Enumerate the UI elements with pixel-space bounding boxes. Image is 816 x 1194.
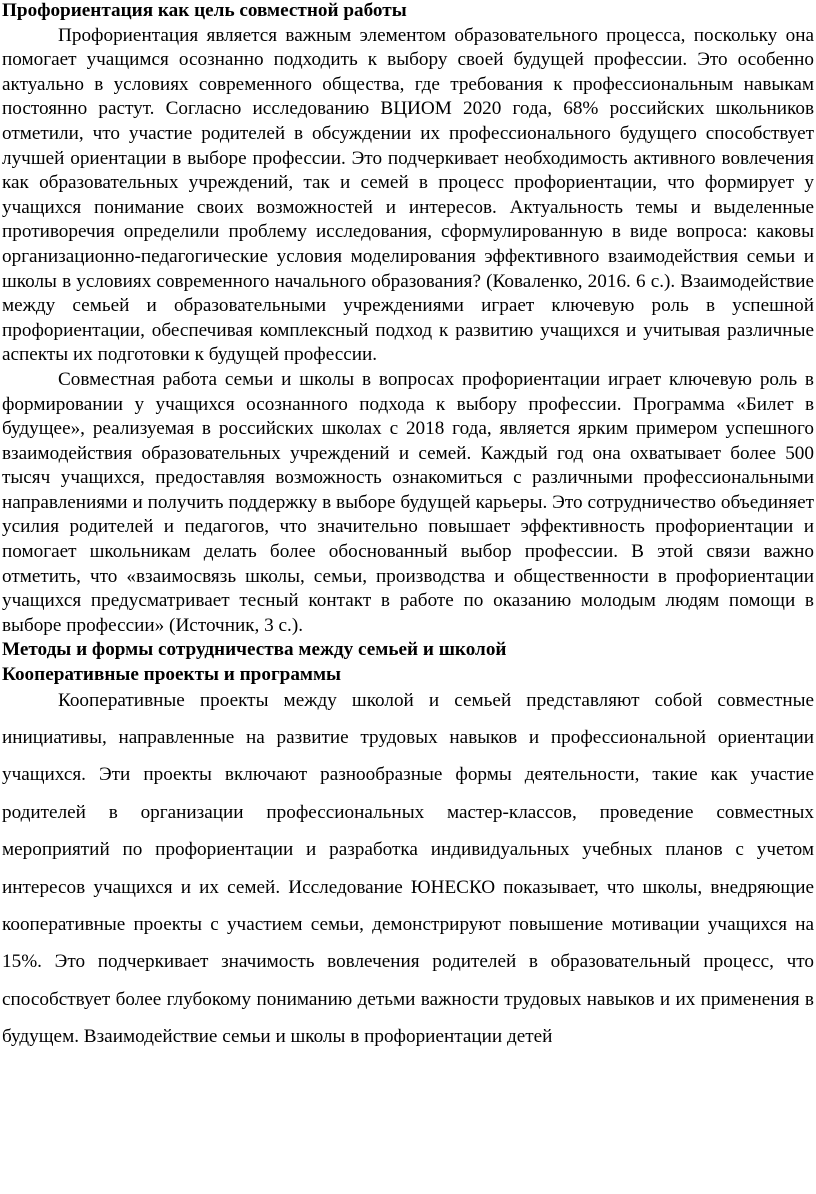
paragraph-joint-work: Совместная работа семьи и школы в вопросах профориентации играет ключевую роль в формировании у учащихся осознанного подхода к выбору профессии. Программа «Билет в будущее», реализуемая в российских школах с 2018 года, является ярким примером успешного взаимодействия образовательных учреждений и семей. Каждый год она охватывает более 500 тысяч учащихся, предоставляя возможность ознакомиться с различными профессиональными направлениями и получить поддержку в выборе будущей карьеры. Это сотрудничество объединяет усилия родителей и педагогов, что значительно повышает эффективность профориентации и помогает школьникам делать более обоснованный выбор профессии. В этой связи важно отметить, что «взаимосвязь школы, семьи, производства и общественности в профориентации учащихся предусматривает тесный контакт в работе по оказанию молодым людям помощи в выборе профессии» (Источник, 3 с.). [2,368,814,636]
heading-methods: Методы и формы сотрудничества между семьей и школой [2,639,507,661]
heading-projects: Кооперативные проекты и программы [2,664,342,686]
paragraph-cooperative-projects: Кооперативные проекты между школой и семьей представляют собой совместные инициативы, направленные на развитие трудовых навыков и профессиональной ориентации учащихся. Эти проекты включают разнообразные формы деятельности, такие как участие родителей в организации профессиональных мастер-классов, проведение совместных мероприятий по профориентации и разработка индивидуальных учебных планов с учетом интересов учащихся и их семей. Исследование ЮНЕСКО показывает, что школы, внедряющие кооперативные проекты с участием семьи, демонстрируют повышение мотивации учащихся на 15%. Это подчеркивает значимость вовлечения родителей в образовательный процесс, что способствует более глубокому пониманию детьми важности трудовых навыков и их применения в будущем. Взаимодействие семьи и школы в профориентации детей [2,689,814,1048]
paragraph-profession-orientation: Профориентация является важным элементом образовательного процесса, поскольку она помогает учащимся осознанно подходить к выбору своей будущей профессии. Это особенно актуально в условиях современного общества, где требования к профессиональным навыкам постоянно растут. Согласно исследованию ВЦИОМ 2020 года, 68% российских школьников отметили, что участие родителей в обсуждении их профессионального будущего способствует лучшей ориентации в выборе профессии. Это подчеркивает необходимость активного вовлечения как образовательных учреждений, так и семей в процесс профориентации, что формирует у учащихся понимание своих возможностей и интересов. Актуальность темы и выделенные противоречия определили проблему исследования, сформулированную в виде вопроса: каковы организационно-педагогические условия моделирования эффективного взаимодействия семьи и школы в условиях современного начального образования? (Коваленко, 2016. 6 с.). Взаимодействие между семьей и образовательными учреждениями играет ключевую роль в успешной профориентации, обеспечивая комплексный подход к развитию учащихся и учитывая различные аспекты их подготовки к будущей профессии. [2,24,814,366]
section-title: Профориентация как цель совместной работы [2,0,407,21]
